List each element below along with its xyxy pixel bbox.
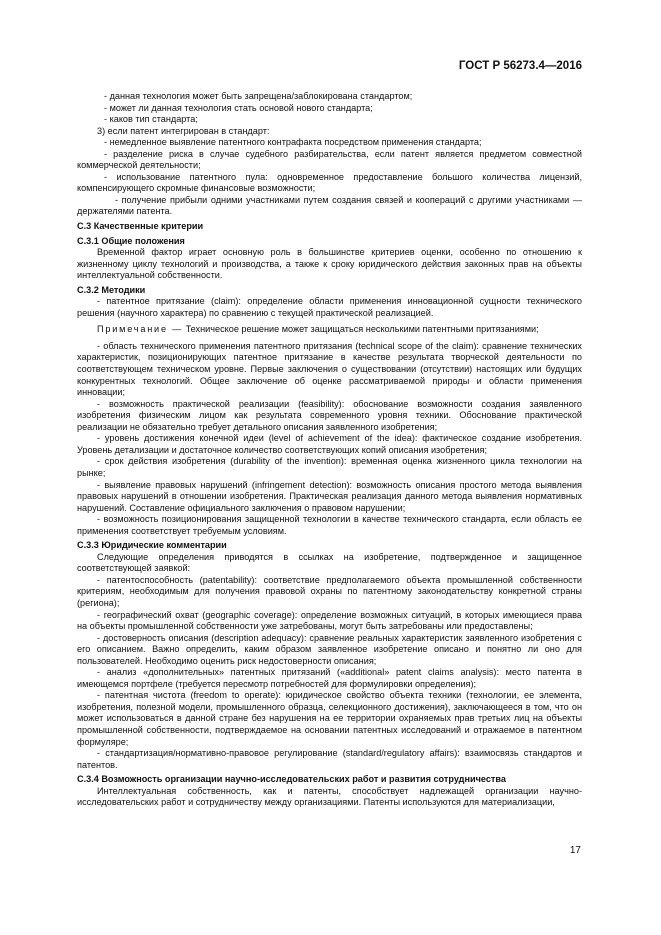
paragraph: Следующие определения приводятся в ссылках на изобретение, подтвержденное и защищенное соответствующей заявкой: [77,551,582,574]
list-item: - возможность позиционирования защищенной технологии в качестве технического стандарта, если область ее применения соответствует требуемым условиям. [77,514,582,536]
list-item: - использование патентного пула: одновременное предоставление большого количества лицензий, компенсирующего скромные финансовые возможности; [77,171,582,194]
list-item: - географический охват (geographic coverage): определение возможных ситуаций, в которых имеющиеся права на объекты промышленной собственности уже затребованы, могут быть затребованы или предоставлены; [77,609,582,632]
document-header: ГОСТ Р 56273.4—2016 [458,60,582,72]
note-label: Примечание — [97,324,184,335]
paragraph: Временной фактор играет основную роль в большинстве критериев оценки, особенно по отношению к жизненному циклу технологий и производства, а также к сроку юридического действия законных прав на объекты интеллектуальной собственности. [77,247,582,281]
list-item: - может ли данная технология стать основой нового стандарта; [104,102,373,113]
list-item: 3) если патент интегрирован в стандарт: [97,125,270,136]
note [77,324,582,336]
paragraph: Интеллектуальная собственность, как и патенты, способствует надлежащей организации научно-исследовательских работ и сотрудничеству между организациями. Патенты используются для материализации, [77,785,582,808]
page-number: 17 [569,845,581,856]
document-body [77,91,582,809]
list-item: - патентная чистота (freedom to operate): юридическое свойство объекта техники (технологии, ее элемента, изобретения, полезной модели, промышленного образца, селекционного достижения), заключающееся в том, что он может использоваться в данной стране без нарушения на ее территории охраняемых прав третьих лиц на объекты промышленной собственности, подтверждаемое на основании патентных исследований и отражаемое в патентном формуляре; [77,690,582,747]
subsection-heading: С.3.4 Возможность организации научно-исследовательских работ и развития сотрудничества [77,774,506,785]
list-item: - данная технология может быть запрещена/заблокирована стандартом; [104,91,413,101]
section-heading: С.3 Качественные критерии [77,221,204,232]
list-item: - срок действия изобретения (durability of the invention): временная оценка жизненного цикла технологии на рынке; [77,456,582,478]
list-item: - анализ «дополнительных» патентных притязаний («additional» patent claims analysis): место патента в имеющемся портфеле (требуется пересмотр потребностей для формулировки определения); [77,667,582,689]
list-item: - получение прибыли одними участниками путем создания связей и коопераций с другими участниками — держателями патента. [77,194,582,217]
list-item: - каков тип стандарта; [104,114,198,125]
subsection-heading: С.3.1 Общие положения [77,235,185,246]
list-item: - немедленное выявление патентного контрафакта посредством применения стандарта; [104,137,482,148]
list-item: - достоверность описания (description adequacy): сравнение реальных характеристик заявленного изобретения с его описанием. Важно определить, каким образом заявленное изобретение описано и понятно ли оно для пользователей. Необходимо оценить риск недостоверности описания; [77,632,582,666]
list-item: - патентоспособность (patentability): соответствие предполагаемого объекта промышленной собственности критериям, необходимым для получения правовой охраны по патентному законодательству конкретной страны (региона); [77,574,582,608]
list-item: - уровень достижения конечной идеи (level of achievement of the idea): фактическое создание изобретения. Уровень детализации и достаточное количество соответствующих копий описания изобретения; [77,433,582,455]
list-item: - патентное притязание (claim): определение области применения инновационной сущности технического решения (научного характера) по сравнению с текущей практической реализацией. [77,296,582,318]
list-item: - разделение риска в случае судебного разбирательства, если патент является предметом совместной коммерческой деятельности; [77,148,582,171]
list-item: - область технического применения патентного притязания (technical scope of the claim): сравнение технических характеристик, позиционирующих патентное притязание в качестве результата творческой деятельности по соответствующем техническом уровне. Первые заключения о существовании (отсутствии) настоящих или будущих конкурентных технологий. Общее заключение об оценке рассматриваемой природы и области применения инновации; [77,340,582,398]
list-item: - стандартизация/нормативно-правовое регулирование (standard/regulatory affairs): взаимосвязь стандартов и патентов. [77,748,582,770]
subsection-heading: С.3.2 Методики [77,284,146,295]
subsection-heading: С.3.3 Юридические комментарии [77,540,227,551]
list-item: - возможность практической реализации (feasibility): обоснование возможности создания заявленного изобретения физическим лицом как результата современного уровня техники. Обоснование практической реализации не обязательно требует детального описания заявленного изобретения; [77,398,582,432]
list-item: - выявление правовых нарушений (infringement detection): возможность описания простого метода выявления правовых нарушений в отношении изобретения. Практическая реализация данного метода выявления нормативных нарушений. Составление официального заключения о правовом нарушении; [77,479,582,513]
note-text: Техническое решение может защищаться несколькими патентными притязаниями; [185,324,539,335]
